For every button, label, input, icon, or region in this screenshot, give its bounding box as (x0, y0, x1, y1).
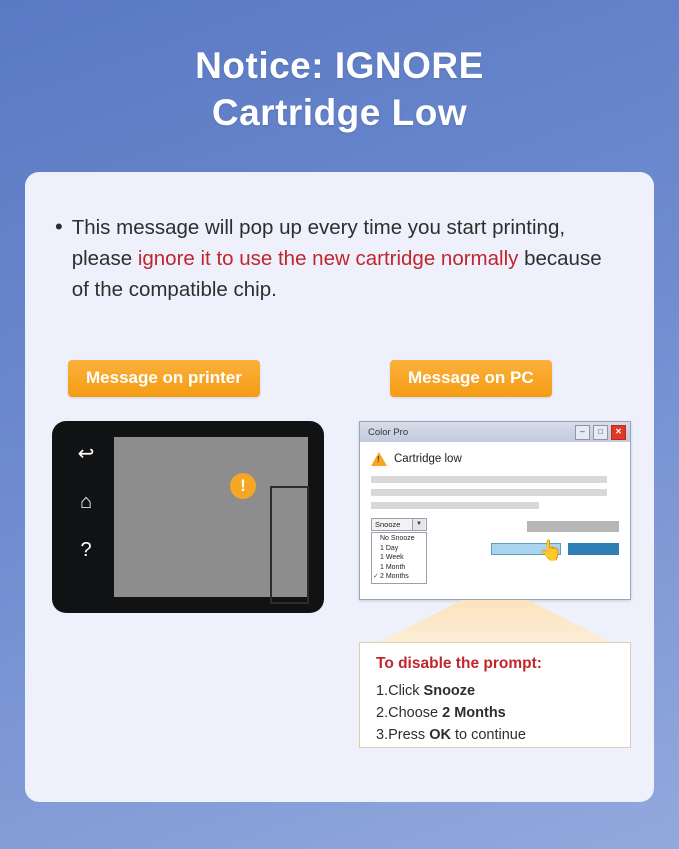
page-title-line-1: Notice: IGNORE (195, 45, 484, 86)
pc-window-body (360, 442, 630, 599)
bullet-dot-icon: • (55, 214, 63, 239)
warning-circle-icon: ! (230, 473, 256, 499)
how-to-step-text: Click (388, 683, 424, 699)
how-to-step-strong: Snooze (423, 683, 476, 699)
label-message-on-printer: Message on printer (68, 360, 260, 397)
bullet-text-highlight: ignore it to use the new cartridge normally (137, 247, 519, 270)
placeholder-line (371, 502, 539, 509)
dropdown-option[interactable]: No Snooze (380, 535, 415, 542)
printer-control-icons (66, 443, 106, 587)
pc-dialog-window (359, 421, 631, 600)
dropdown-option[interactable]: 1 Month (380, 563, 406, 571)
home-icon: ⌂ (79, 491, 93, 513)
how-to-step-number: 3. (376, 727, 389, 743)
printer-screen (114, 437, 308, 597)
secondary-button[interactable] (568, 543, 619, 555)
how-to-step-number: 2. (376, 705, 389, 721)
cartridge-low-alert (371, 452, 619, 466)
placeholder-button[interactable] (527, 521, 619, 532)
label-message-on-pc: Message on PC (390, 360, 552, 397)
printer-panel-illustration (52, 421, 324, 613)
dropdown-option[interactable]: 1 Week (380, 554, 404, 561)
chevron-down-icon[interactable]: ▼ (412, 519, 425, 530)
how-to-step-strong: OK (429, 727, 451, 743)
how-to-box (359, 642, 631, 748)
pc-window-titlebar (360, 422, 630, 442)
snooze-dropdown-options[interactable] (371, 532, 427, 584)
bullet-text (72, 212, 620, 305)
bullet-text-part-2: because of the compatible chip. (71, 247, 602, 301)
snooze-dropdown-value: Snooze (375, 520, 401, 529)
cartridge-low-alert-text: Cartridge low (394, 453, 462, 465)
page-title-line-2: Cartridge Low (211, 92, 468, 134)
minimize-icon[interactable]: – (575, 425, 590, 440)
how-to-step-tail: to continue (450, 727, 526, 743)
maximize-icon[interactable]: □ (593, 425, 608, 440)
how-to-title: To disable the prompt: (376, 655, 542, 672)
help-question-icon: ? (80, 539, 92, 561)
bullet-paragraph (25, 172, 654, 305)
how-to-step (376, 702, 630, 724)
how-to-step (376, 724, 630, 746)
how-to-step-text: Choose (388, 705, 443, 721)
snooze-dropdown[interactable] (371, 518, 427, 531)
page-title (0, 0, 679, 137)
bullet-text-part-1: This message will pop up every time you start printing, please (71, 216, 566, 270)
placeholder-line (371, 476, 607, 483)
warning-triangle-icon (371, 452, 387, 466)
how-to-step-number: 1. (376, 683, 389, 699)
content-card (25, 172, 654, 802)
cartridge-outline-icon (270, 486, 309, 604)
placeholder-line (371, 489, 607, 496)
pc-window-buttons (575, 425, 626, 440)
pc-window-title: Color Pro (368, 426, 409, 438)
hand-cursor-icon: 👆 (538, 540, 563, 562)
how-to-step (376, 680, 630, 702)
back-arrow-icon: ↩ (77, 443, 95, 465)
dropdown-option[interactable]: 1 Day (380, 544, 399, 552)
how-to-step-strong: 2 Months (442, 705, 506, 721)
how-to-step-text: Press (388, 727, 430, 743)
close-icon[interactable]: ✕ (611, 425, 626, 440)
section-labels (25, 360, 654, 400)
dropdown-option-selected[interactable]: ✓ 2 Months (372, 572, 426, 582)
